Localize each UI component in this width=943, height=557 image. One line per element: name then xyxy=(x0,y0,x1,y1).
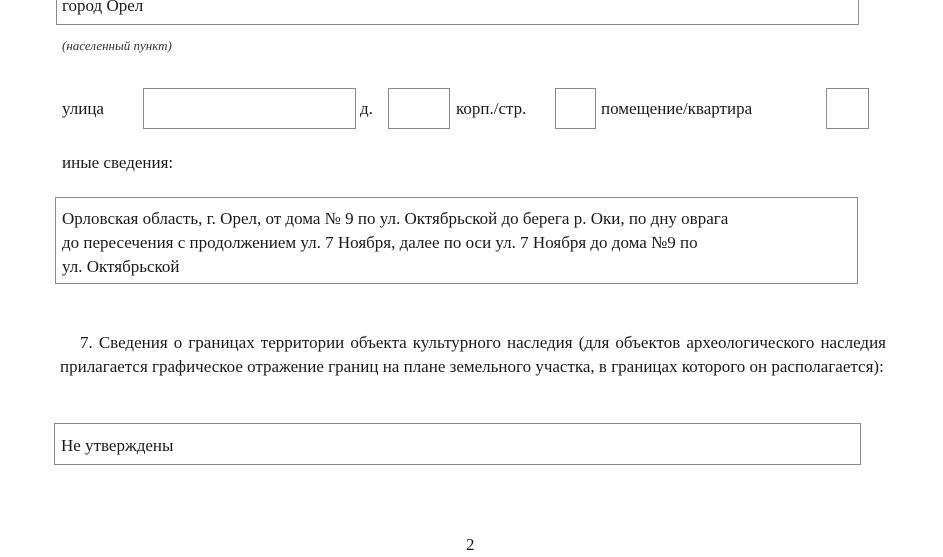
other-info-line-1: Орловская область, г. Орел, от дома № 9 по ул. Октябрьской до берега р. Оки, по дну оврага xyxy=(62,209,729,228)
other-info-line-3: ул. Октябрьской xyxy=(62,257,180,276)
section-7-text: 7. Сведения о границах территории объекта культурного наследия (для объектов археологического наследия прилагается графическое отражение границ на плане земельного участка, в границах которого он располагается): xyxy=(60,333,886,376)
other-info-line-2: до пересечения с продолжением ул. 7 Ноября, далее по оси ул. 7 Ноября до дома №9 по xyxy=(62,233,698,252)
other-info-field[interactable] xyxy=(55,197,858,284)
settlement-value: город Орел xyxy=(62,0,144,15)
settlement-field[interactable] xyxy=(56,0,859,25)
building-label: корп./стр. xyxy=(456,99,527,118)
other-info-label: иные сведения: xyxy=(62,153,174,172)
street-label: улица xyxy=(62,99,104,118)
house-field[interactable] xyxy=(388,88,450,129)
apartment-field[interactable] xyxy=(826,88,869,129)
boundaries-value: Не утверждены xyxy=(61,436,174,455)
building-field[interactable] xyxy=(555,88,596,129)
street-field[interactable] xyxy=(143,88,356,129)
boundaries-field[interactable] xyxy=(54,423,861,465)
page-number: 2 xyxy=(466,535,475,554)
house-label: д. xyxy=(360,99,373,118)
settlement-caption: (населенный пункт) xyxy=(62,38,172,53)
apartment-label: помещение/квартира xyxy=(601,99,753,118)
